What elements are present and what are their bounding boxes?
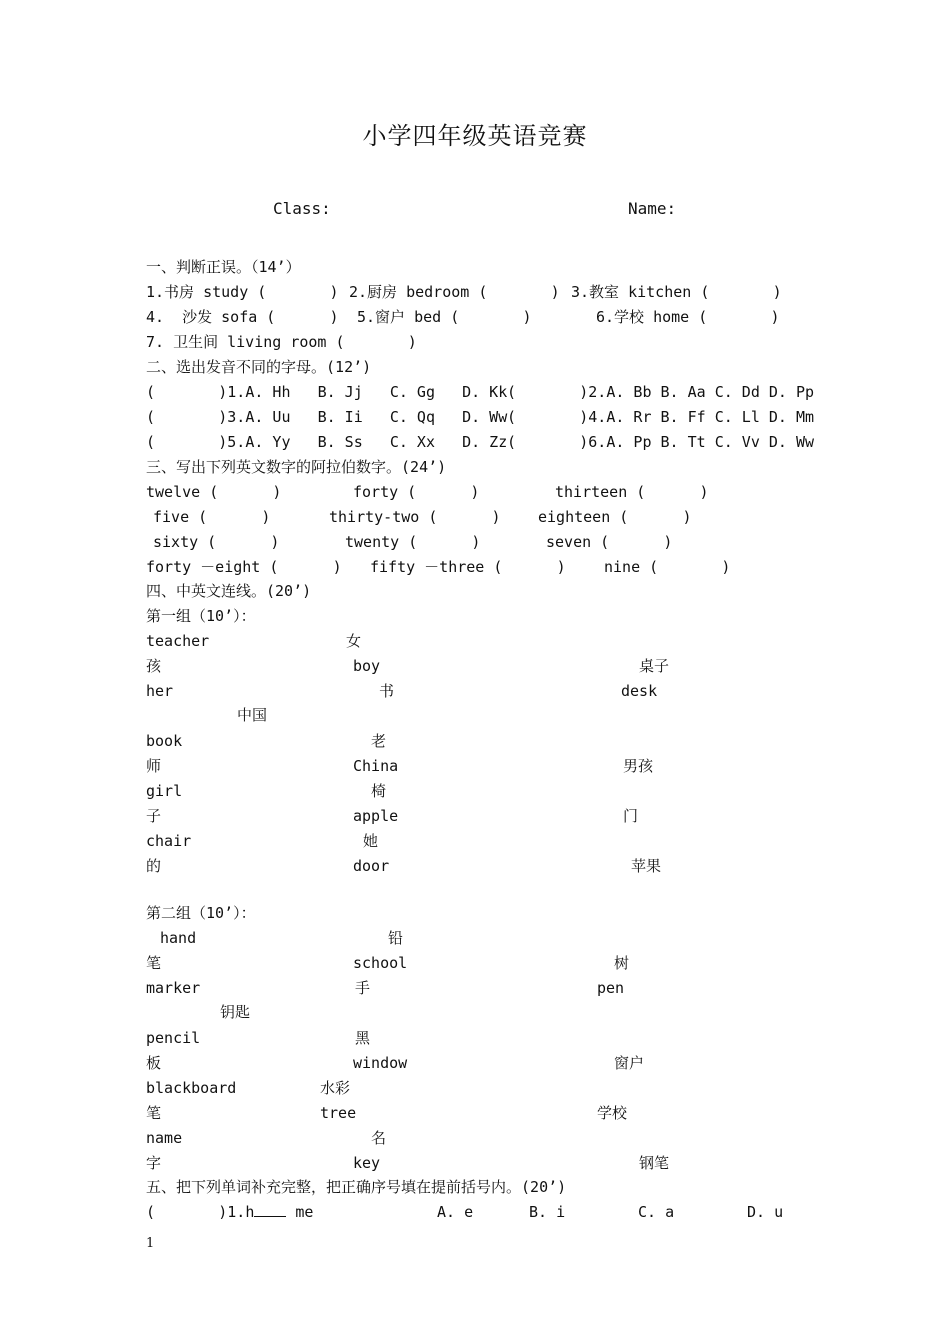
match-word: 板 (146, 1054, 162, 1072)
s5-q1-suffix: me (286, 1203, 314, 1221)
match-word: door (353, 857, 390, 875)
match-word: 手 (355, 979, 371, 997)
page-number: 1 (146, 1236, 155, 1251)
match-word: 子 (146, 807, 162, 825)
match-word: tree (320, 1104, 357, 1122)
match-word: 门 (623, 807, 639, 825)
match-word: 书 (379, 682, 395, 700)
match-word: key (353, 1154, 381, 1172)
class-label: Class: (273, 199, 331, 218)
section-4-heading: 四、中英文连线。(20’) (146, 582, 312, 600)
match-word: 桌子 (639, 657, 670, 675)
match-word: 笔 (146, 954, 162, 972)
group-1-label: 第一组（10’）： (146, 607, 256, 625)
match-word: 的 (146, 857, 162, 875)
name-label: Name: (628, 199, 677, 218)
section-2-heading: 二、选出发音不同的字母。(12’) (146, 358, 372, 376)
group-2-label: 第二组（10’）： (146, 904, 256, 922)
match-word: window (353, 1054, 408, 1072)
s5-q1-option-a: A. e (437, 1203, 474, 1221)
s2-question-1: ( )1.A. Hh B. Jj C. Gg D. Kk (146, 383, 508, 401)
match-word: 苹果 (631, 857, 662, 875)
s3-number-item: fifty －three ( ) (370, 558, 566, 576)
match-word: name (146, 1129, 183, 1147)
match-word: 钥匙 (220, 1003, 251, 1021)
s5-question-1 (146, 1203, 313, 1221)
s3-number-item: twenty ( ) (345, 533, 481, 551)
s2-question-4: ( )4.A. Rr B. Ff C. Ll D. Mm (507, 408, 815, 426)
match-word: marker (146, 979, 201, 997)
s2-question-5: ( )5.A. Yy B. Ss C. Xx D. Zz (146, 433, 508, 451)
match-word: 男孩 (623, 757, 654, 775)
match-word: 窗户 (614, 1054, 645, 1072)
match-word: pencil (146, 1029, 201, 1047)
match-word: desk (621, 682, 658, 700)
s1-item-3: 3.教室 kitchen ( ) (571, 283, 782, 301)
section-1-heading: 一、判断正误。（14’） (146, 258, 301, 276)
match-word: blackboard (146, 1079, 237, 1097)
match-word: 孩 (146, 657, 162, 675)
match-word: 水彩 (320, 1079, 351, 1097)
match-word: school (353, 954, 408, 972)
page-title: 小学四年级英语竞赛 (362, 122, 588, 150)
match-word: chair (146, 832, 192, 850)
match-word: 钢笔 (639, 1154, 670, 1172)
match-word: book (146, 732, 183, 750)
match-word: hand (160, 929, 197, 947)
s3-number-item: forty －eight ( ) (146, 558, 342, 576)
match-word: her (146, 682, 174, 700)
s2-question-3: ( )3.A. Uu B. Ii C. Qq D. Ww (146, 408, 508, 426)
match-word: 黑 (355, 1029, 371, 1047)
s1-item-1: 1.书房 study ( ) (146, 283, 339, 301)
match-word: 树 (614, 954, 630, 972)
match-word: 老 (371, 732, 387, 750)
match-word: 铅 (388, 929, 404, 947)
s3-number-item: five ( ) (153, 508, 271, 526)
s3-number-item: forty ( ) (353, 483, 480, 501)
s3-number-item: thirteen ( ) (555, 483, 709, 501)
s5-q1-option-d: D. u (747, 1203, 784, 1221)
s3-number-item: seven ( ) (546, 533, 673, 551)
section-5-heading: 五、把下列单词补充完整，把正确序号填在提前括号内。(20’) (146, 1178, 567, 1196)
match-word: 中国 (237, 706, 268, 724)
match-word: China (353, 757, 399, 775)
s3-number-item: sixty ( ) (153, 533, 280, 551)
s1-item-5: 5.窗户 bed ( ) (357, 308, 532, 326)
match-word: 学校 (597, 1104, 628, 1122)
s1-item-7: 7. 卫生间 living room ( ) (146, 333, 417, 351)
s1-item-4: 4. 沙发 sofa ( ) (146, 308, 339, 326)
s3-number-item: twelve ( ) (146, 483, 282, 501)
s1-item-2: 2.厨房 bedroom ( ) (349, 283, 560, 301)
s2-question-2: ( )2.A. Bb B. Aa C. Dd D. Pp (507, 383, 815, 401)
s1-item-6: 6.学校 home ( ) (596, 308, 780, 326)
s3-number-item: eighteen ( ) (538, 508, 692, 526)
match-word: 她 (363, 832, 379, 850)
match-word: teacher (146, 632, 210, 650)
s5-q1-option-b: B. i (529, 1203, 566, 1221)
match-word: 女 (346, 632, 362, 650)
s5-q1-prefix: ( )1.h (146, 1203, 255, 1221)
fill-blank[interactable] (254, 1203, 286, 1217)
match-word: pen (597, 979, 625, 997)
s3-number-item: thirty-two ( ) (329, 508, 501, 526)
match-word: 名 (371, 1129, 387, 1147)
match-word: girl (146, 782, 183, 800)
match-word: 笔 (146, 1104, 162, 1122)
match-word: boy (353, 657, 381, 675)
s2-question-6: ( )6.A. Pp B. Tt C. Vv D. Ww (507, 433, 815, 451)
match-word: apple (353, 807, 399, 825)
s3-number-item: nine ( ) (604, 558, 731, 576)
s5-q1-option-c: C. a (638, 1203, 675, 1221)
match-word: 字 (146, 1154, 162, 1172)
match-word: 椅 (371, 782, 387, 800)
match-word: 师 (146, 757, 162, 775)
section-3-heading: 三、写出下列英文数字的阿拉伯数字。(24’) (146, 458, 447, 476)
